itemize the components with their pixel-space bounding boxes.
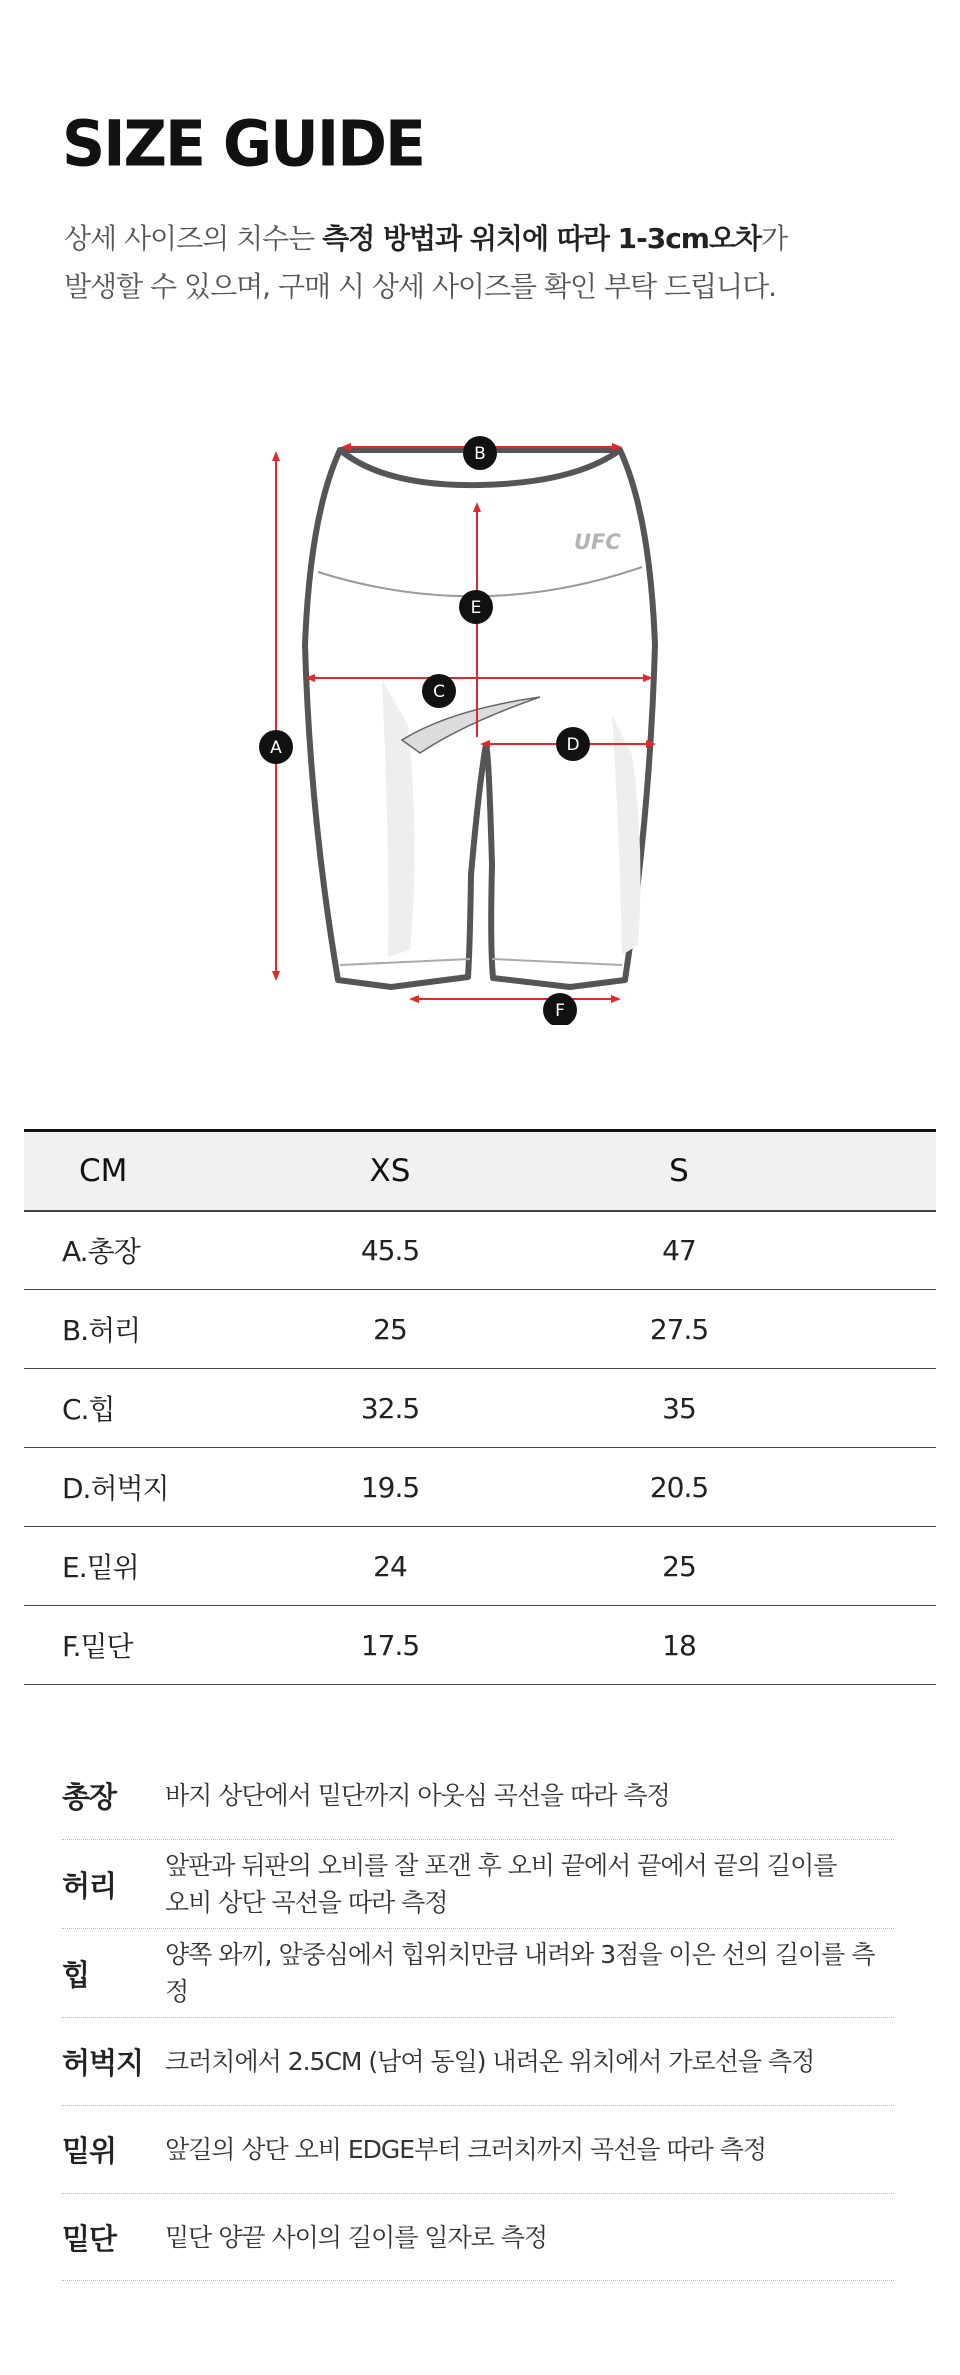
- intro-text: [64, 215, 924, 311]
- marker-b-label: B: [474, 444, 486, 464]
- intro-text-end: 가: [761, 222, 788, 255]
- table-row: [24, 1527, 936, 1606]
- row-empty: [824, 1606, 936, 1685]
- brand-logo: UFC: [574, 530, 621, 554]
- header-unit: CM: [24, 1131, 246, 1211]
- row-value-s: 35: [534, 1369, 824, 1448]
- measure-marker-d: [556, 727, 590, 761]
- row-value-xs: 24: [246, 1527, 534, 1606]
- row-label: A.총장: [24, 1211, 246, 1290]
- description-row: [62, 2106, 894, 2194]
- description-row: [62, 1929, 894, 2018]
- intro-text-emphasis: 측정 방법과 위치에 따라 1-3cm오차: [322, 222, 762, 255]
- shorts-illustration: [240, 425, 690, 1025]
- size-table: [24, 1129, 936, 1685]
- table-row: [24, 1448, 936, 1527]
- marker-e-label: E: [470, 598, 482, 618]
- row-value-s: 20.5: [534, 1448, 824, 1527]
- row-value-s: 25: [534, 1527, 824, 1606]
- intro-line-1: [64, 215, 924, 263]
- description-term: 밑단: [62, 2221, 117, 2256]
- row-label: F.밑단: [24, 1606, 246, 1685]
- description-line: 양쪽 와끼, 앞중심에서 힙위치만큼 내려와 3점을 이은 선의 길이를 측정: [165, 1940, 875, 2006]
- row-empty: [824, 1369, 936, 1448]
- header-size-xs: XS: [246, 1131, 534, 1211]
- measure-marker-e: [459, 590, 493, 624]
- side-panel-shading-left: [382, 680, 415, 957]
- table-row: [24, 1369, 936, 1448]
- intro-line-2: 발생할 수 있으며, 구매 시 상세 사이즈를 확인 부탁 드립니다.: [64, 270, 777, 303]
- description-line: 바지 상단에서 밑단까지 아웃심 곡선을 따라 측정: [165, 1781, 670, 1810]
- row-empty: [824, 1211, 936, 1290]
- page-title: SIZE GUIDE: [62, 108, 425, 182]
- measure-marker-a: [259, 730, 293, 764]
- row-value-s: 18: [534, 1606, 824, 1685]
- row-empty: [824, 1448, 936, 1527]
- side-panel-shading-right: [612, 715, 640, 955]
- measure-marker-f: [543, 993, 577, 1025]
- row-value-xs: 19.5: [246, 1448, 534, 1527]
- measure-marker-b: [463, 436, 497, 470]
- row-value-xs: 17.5: [246, 1606, 534, 1685]
- description-text: [165, 1777, 894, 1814]
- marker-f-label: F: [555, 1001, 565, 1021]
- marker-c-label: C: [433, 682, 445, 702]
- measurement-descriptions: [62, 1752, 894, 2281]
- description-row: [62, 2018, 894, 2106]
- description-row: [62, 1840, 894, 1929]
- description-text: [165, 1847, 894, 1921]
- marker-d-label: D: [566, 735, 580, 755]
- row-value-s: 47: [534, 1211, 824, 1290]
- intro-text-normal: 상세 사이즈의 치수는: [64, 222, 323, 255]
- marker-a-label: A: [270, 738, 282, 758]
- table-row: [24, 1290, 936, 1369]
- description-term: 밑위: [62, 2134, 117, 2168]
- description-text: [165, 2219, 894, 2256]
- description-term: 힙: [62, 1957, 90, 1992]
- description-line: 오비 상단 곡선을 따라 측정: [165, 1888, 448, 1917]
- description-row: [62, 1752, 894, 1840]
- description-line: 크러치에서 2.5CM (남여 동일) 내려온 위치에서 가로선을 측정: [165, 2047, 815, 2076]
- header-size-s: S: [534, 1131, 824, 1211]
- table-row: [24, 1606, 936, 1685]
- size-table-header: [24, 1131, 936, 1211]
- shorts-measurement-diagram: [240, 425, 690, 1025]
- description-term: 허리: [62, 1868, 117, 1903]
- measure-marker-c: [422, 674, 456, 708]
- row-value-xs: 25: [246, 1290, 534, 1369]
- row-label: E.밑위: [24, 1527, 246, 1606]
- row-value-xs: 45.5: [246, 1211, 534, 1290]
- row-label: D.허벅지: [24, 1448, 246, 1527]
- description-line: 밑단 양끝 사이의 길이를 일자로 측정: [165, 2222, 547, 2252]
- row-label: B.허리: [24, 1290, 246, 1369]
- row-value-xs: 32.5: [246, 1369, 534, 1448]
- description-text: [165, 2043, 894, 2080]
- row-label: C.힙: [24, 1369, 246, 1448]
- description-line: 앞판과 뒤판의 오비를 잘 포갠 후 오비 끝에서 끝에서 끝의 길이를: [165, 1851, 837, 1880]
- description-line: 앞길의 상단 오비 EDGE부터 크러치까지 곡선을 따라 측정: [165, 2135, 766, 2164]
- hem-stitch-right: [492, 959, 622, 965]
- header-empty: [824, 1131, 936, 1211]
- description-text: [165, 2131, 894, 2168]
- table-row: [24, 1211, 936, 1290]
- description-term: 허벅지: [62, 2046, 144, 2080]
- description-row: [62, 2194, 894, 2281]
- row-value-s: 27.5: [534, 1290, 824, 1369]
- description-text: [165, 1936, 894, 2010]
- row-empty: [824, 1527, 936, 1606]
- row-empty: [824, 1290, 936, 1369]
- hem-stitch-left: [340, 959, 470, 965]
- description-term: 총장: [62, 1780, 117, 1814]
